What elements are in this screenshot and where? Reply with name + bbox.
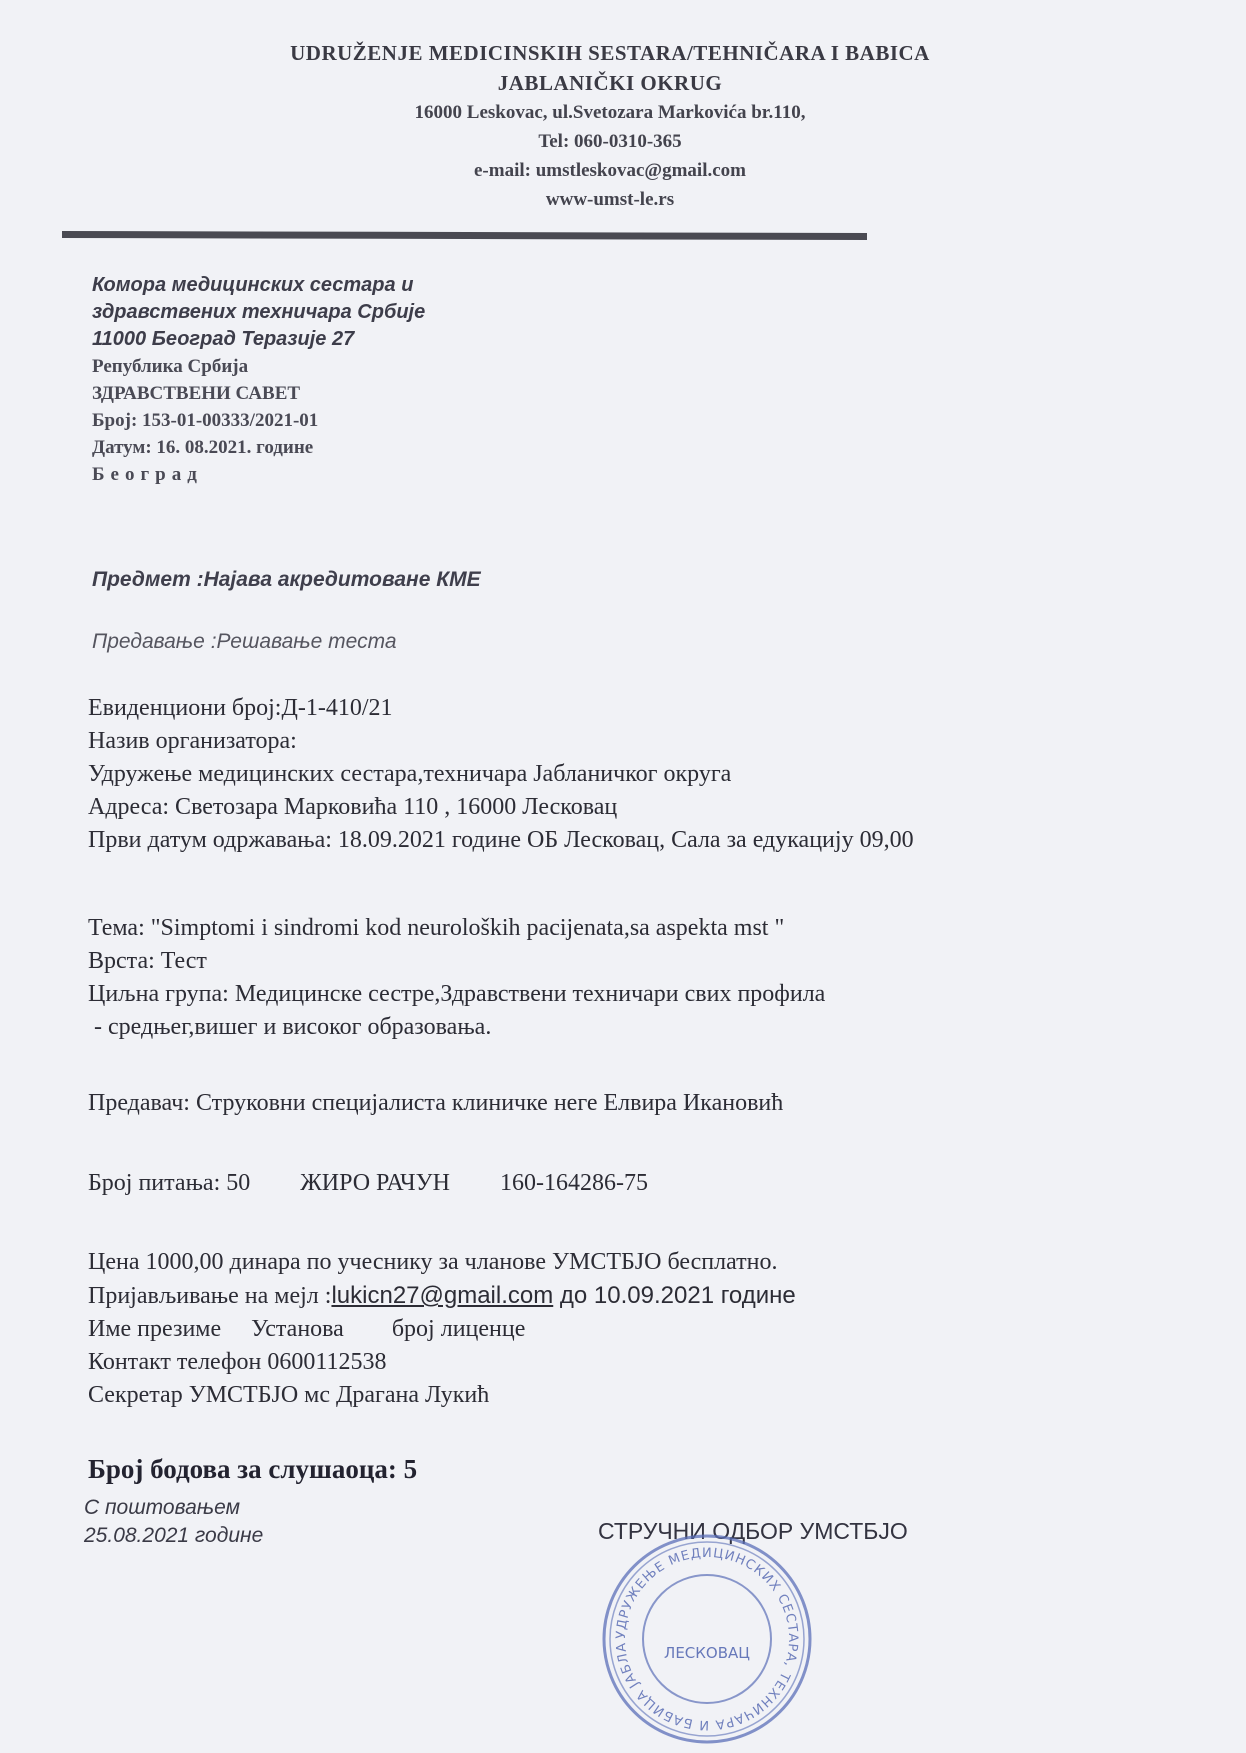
letterhead-region: JABLANIČKI OKRUG bbox=[497, 71, 723, 95]
subject-line: Предмет :Најава акредитоване КМЕ bbox=[92, 568, 481, 591]
official-stamp bbox=[598, 1530, 816, 1748]
closing-regards: С поштовањем bbox=[84, 1496, 241, 1519]
letterhead-divider bbox=[62, 231, 867, 240]
target-group-education: - средњег,вишег и високог образовања. bbox=[94, 1014, 492, 1040]
recipient-line: ЗДРАВСТВЕНИ САВЕТ bbox=[92, 383, 301, 404]
letterhead-org-name: UDRUŽENJE MEDICINSKIH SESTARA/TEHNIČARA I BABICA bbox=[290, 41, 930, 65]
letterhead-address: 16000 Leskovac, ul.Svetozara Markovića br.110, bbox=[414, 102, 806, 123]
lecturer-line: Предавач: Струковни специјалиста клиничке неге Елвира Икановић bbox=[88, 1090, 784, 1116]
email-deadline: до 10.09.2021 године bbox=[553, 1282, 796, 1309]
stamp-seal-icon bbox=[598, 1530, 816, 1748]
email-line bbox=[88, 1279, 796, 1313]
recipient-line: здравствених техничара Србије bbox=[92, 301, 426, 323]
recipient-line: 11000 Београд Теразије 27 bbox=[92, 328, 355, 350]
recipient-line: Република Србија bbox=[92, 356, 249, 377]
secretary-line: Секретар УМСТБЈО мс Драгана Лукић bbox=[88, 1382, 490, 1408]
account-label: ЖИРО РАЧУН bbox=[300, 1170, 450, 1196]
committee-signature: СТРУЧНИ ОДБОР УМСТБЈО bbox=[598, 1518, 908, 1544]
letterhead-phone: Tel: 060-0310-365 bbox=[538, 131, 682, 152]
recipient-block bbox=[92, 272, 425, 488]
target-group: Циљна група: Медицинске сестре,Здравствени техничари свих профила bbox=[88, 981, 826, 1007]
organizer-address: Адреса: Светозара Марковића 110 , 16000 Лесковац bbox=[88, 794, 618, 820]
topic-theme: Тема: "Simptomi i sindromi kod neuroloških pacijenata,sa aspekta mst " bbox=[88, 915, 785, 941]
letterhead-email: e-mail: umstleskovac@gmail.com bbox=[473, 160, 746, 181]
email-prefix: Пријављивање на мејл : bbox=[88, 1283, 332, 1309]
registration-details bbox=[88, 1246, 796, 1412]
recipient-date: Датум: 16. 08.2021. године bbox=[92, 437, 314, 458]
recipient-city: Београд bbox=[92, 464, 203, 485]
price-line: Цена 1000,00 динара по учеснику за чланове УМСТБЈО бесплатно. bbox=[88, 1249, 778, 1275]
points-line: Број бодова за слушаоца: 5 bbox=[88, 1454, 418, 1484]
topic-type: Врста: Тест bbox=[88, 948, 207, 974]
organizer-name: Удружење медицинских сестара,техничара Јабланичког округа bbox=[88, 761, 732, 787]
first-date: Први датум одржавања: 18.09.2021 године ОБ Лесковац, Сала за едукацију 09,00 bbox=[88, 827, 914, 853]
recipient-line: Комора медицинских сестара и bbox=[92, 274, 414, 296]
topic-details bbox=[88, 912, 825, 1044]
contact-phone: Контакт телефон 0600112538 bbox=[88, 1349, 387, 1375]
recipient-ref-number: Број: 153-01-00333/2021-01 bbox=[92, 410, 319, 431]
question-count: Број питања: 50 bbox=[88, 1170, 251, 1196]
closing-date: 25.08.2021 године bbox=[84, 1524, 264, 1547]
lecture-line: Предавање :Решавање теста bbox=[92, 630, 397, 653]
stamp-ring-text: УДРУЖЕЊЕ МЕДИЦИНСКИХ СЕСТАРА, ТЕХНИЧАРА И БАБИЦА ЈАБЛА bbox=[613, 1545, 801, 1733]
event-details bbox=[88, 692, 914, 857]
closing-block bbox=[84, 1494, 263, 1550]
organizer-label: Назив организатора: bbox=[88, 728, 297, 754]
required-fields: Име презиме Установа број лиценце bbox=[88, 1316, 526, 1342]
letterhead bbox=[230, 38, 990, 214]
email-link[interactable]: lukicn27@gmail.com bbox=[331, 1282, 554, 1309]
letterhead-website: www-umst-le.rs bbox=[545, 189, 675, 210]
stamp-center-text: ЛЕСКОВАЦ bbox=[664, 1644, 750, 1662]
registration-number: Евиденциони број:Д-1-410/21 bbox=[88, 695, 393, 721]
questions-line bbox=[88, 1170, 648, 1197]
account-number: 160-164286-75 bbox=[499, 1170, 648, 1196]
